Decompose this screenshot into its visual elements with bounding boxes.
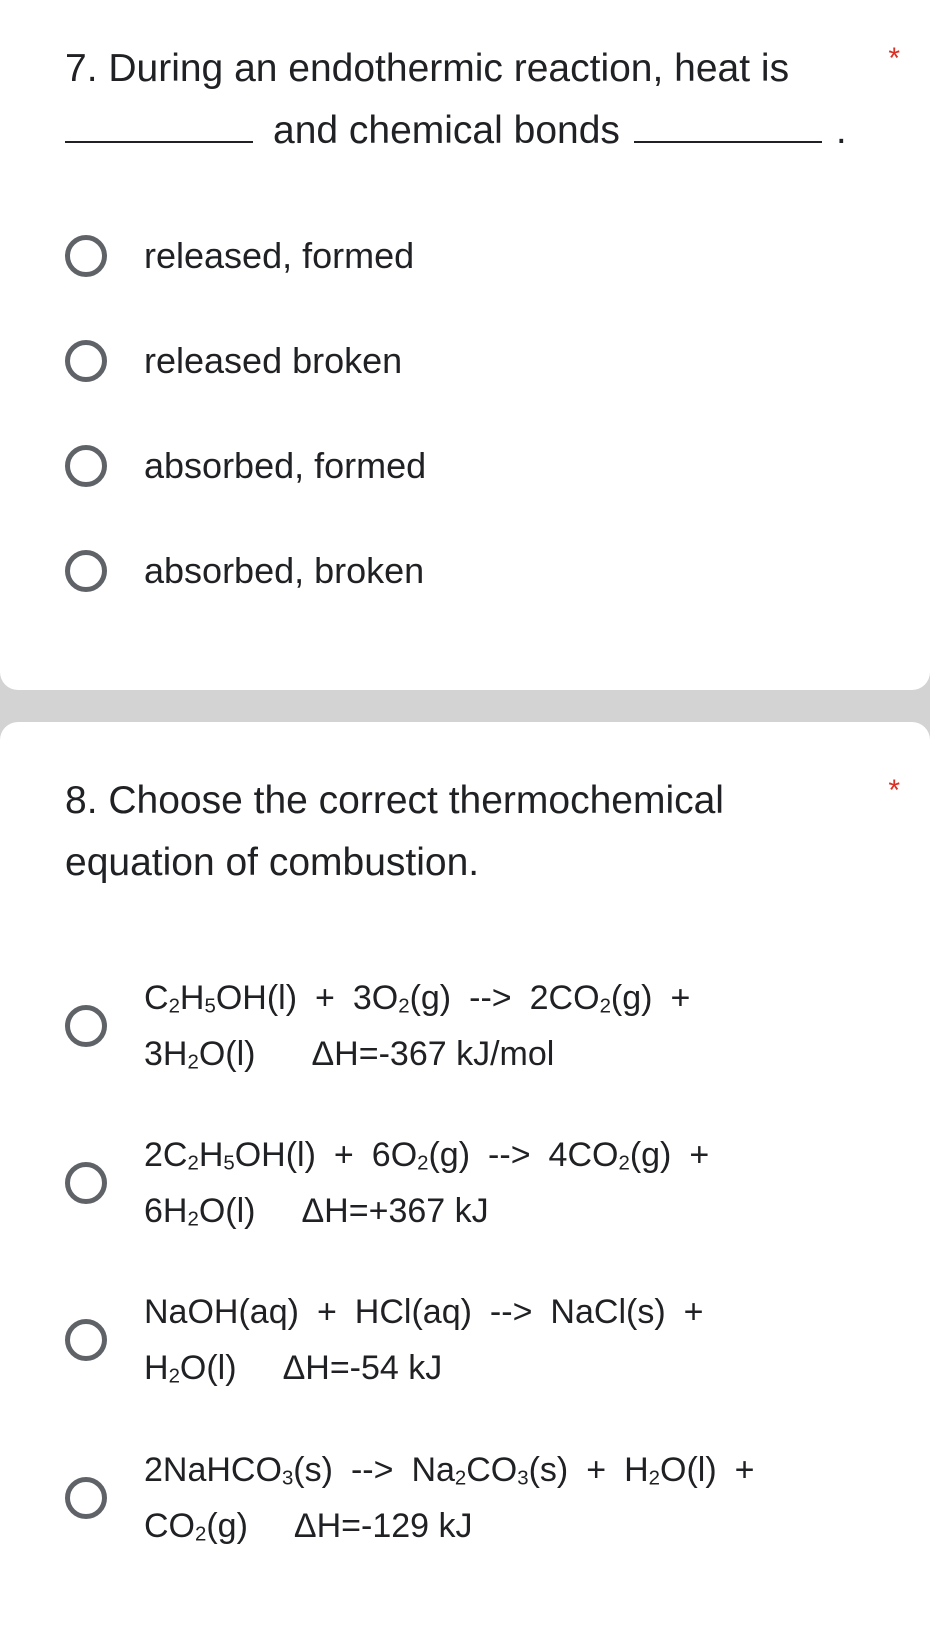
question-title-7-part2: and chemical bonds	[273, 109, 620, 152]
question-card-7	[0, 0, 930, 690]
question-title-7-part1: 7. During an endothermic reaction, heat is	[65, 47, 790, 90]
option-equation-naoh-hcl[interactable]	[65, 1284, 895, 1396]
radio-button[interactable]	[65, 1005, 107, 1047]
option-label: released, formed	[144, 235, 415, 276]
radio-button[interactable]	[65, 340, 107, 382]
option-absorbed-formed[interactable]	[65, 438, 895, 494]
question-title-8: 8. Choose the correct thermochemical equation of combustion.	[65, 779, 724, 884]
question-title-7	[65, 38, 855, 162]
answer-blank-1	[65, 101, 253, 143]
option-label: released broken	[144, 340, 403, 381]
option-released-formed[interactable]	[65, 228, 895, 284]
option-equation-ethanol-2[interactable]	[65, 1127, 895, 1239]
equation-label: $2C_2H_5OH(l) + 6O_2(g)$ --> $4CO_2(g)$ + $6H_2O(l)$ ΔH=+367 kJ	[144, 1136, 710, 1231]
radio-button[interactable]	[65, 550, 107, 592]
equation-label: 2NaHCO$_3$(s) --> $Na_2CO_3(s) + H_2O(l)$ + $CO_2(g)$ ΔH=-129 kJ	[144, 1451, 755, 1546]
radio-button[interactable]	[65, 235, 107, 277]
option-released-broken[interactable]	[65, 333, 895, 389]
radio-button[interactable]	[65, 1477, 107, 1519]
question-title-7-end: .	[835, 109, 847, 152]
option-equation-ethanol-1[interactable]	[65, 970, 895, 1082]
equation-label: NaOH(aq) + HCl(aq) --> NaCl(s) + $H_2O(l)$ ΔH=-54 kJ	[144, 1293, 704, 1388]
equation-label: $C_2H_5OH(l) + 3O_2(g)$ --> $2CO_2(g)$ + $3H_2O(l)$ ΔH=-367 kJ/mol	[144, 979, 691, 1074]
required-asterisk: *	[888, 42, 900, 75]
radio-button[interactable]	[65, 1319, 107, 1361]
radio-button[interactable]	[65, 1162, 107, 1204]
question-card-8	[0, 722, 930, 1643]
option-absorbed-broken[interactable]	[65, 543, 895, 599]
answer-blank-2	[634, 101, 822, 143]
required-asterisk: *	[888, 774, 900, 807]
option-equation-nahco3[interactable]	[65, 1442, 895, 1554]
option-label: absorbed, formed	[144, 445, 427, 486]
option-label: absorbed, broken	[144, 550, 425, 591]
radio-button[interactable]	[65, 445, 107, 487]
